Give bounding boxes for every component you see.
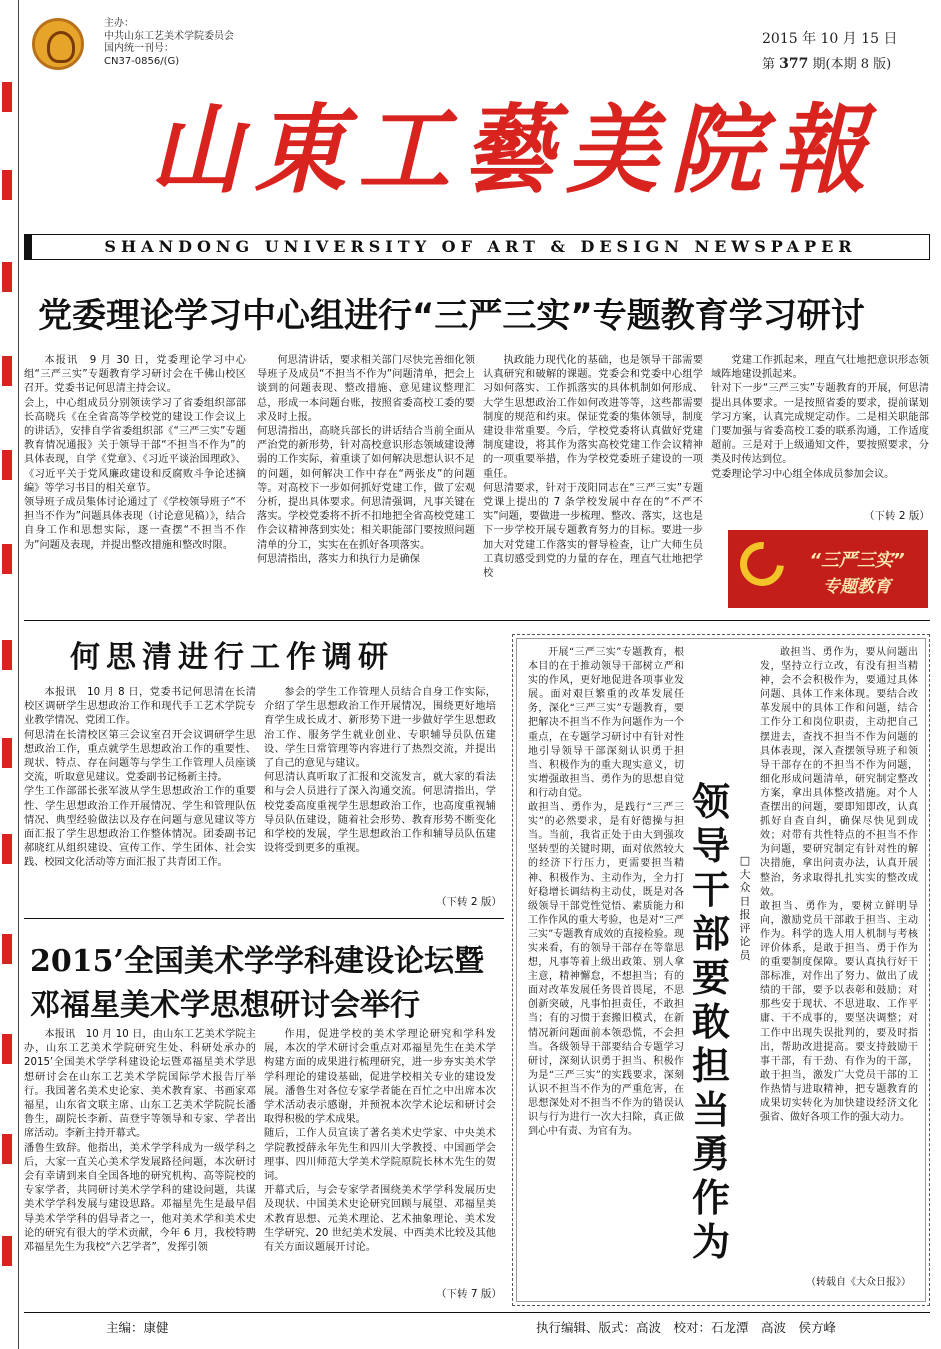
article1-col3-text: 执政能力现代化的基础，也是领导干部需要认真研究和破解的课题。党委会和党委中心组学习如何落实、工作抓落实的具体机制如何形成、大学生思想政治工作如何改进等等，这些都需要制度的规范和约束。保证党委的集体领导，制度建设非常重要。今后，学校党委将认真做好党建制度建设，将其作为落实高校党建工作会议精神的一项重要举措，作为学校党委班子建设的一项重任。 何思清要求，针对于茂阳同志在“三严三实”专题党课上提出的 7 条学校发展中存在的“不严不实”问题，要做进一步梳理、整改、落实，这也是下一步学校开展专题教育努力的目标。要进一步加大对党建工作落实的督导检查，让广大师生员工真切感受到党的力量的存在，理直气壮地把学校 — [483, 355, 703, 580]
commentary-byline: □大众日报评论员 — [739, 854, 751, 962]
badge-line2: 专题教育 — [823, 577, 891, 597]
article1-col2 — [257, 354, 475, 610]
article2-continued: （下转 2 版） — [436, 896, 502, 908]
article1-col1 — [24, 354, 246, 610]
article3-headline-line2: 邓福星美术学思想研讨会举行 — [30, 988, 420, 1023]
article3-col2 — [264, 1028, 496, 1284]
three-stricts-badge — [728, 530, 928, 608]
article2-col1 — [24, 686, 256, 908]
article2-col2-text: 参会的学生工作管理人员结合自身工作实际，介绍了学生思想政治工作开展情况，围绕更好地培育学生成长成才、新形势下进一步做好学生思想政治工作、服务学生就业创业、专职辅导员队伍建设、学生日常管理等内容进行了热烈交流，并提出了自己的意见与建议。 何思清认真听取了汇报和交流发言，就大家的看法和与会人员进行了深入沟通交流。何思清指出，学校党委高度重视学生思想政治工作，也高度重视辅导员队伍建设，随着社会形势、教育形势不断变化和学校的发展，学生思想政治工作和辅导员队伍建设将受到更多的重视。 — [264, 687, 496, 855]
english-title-banner: SHANDONG UNIVERSITY OF ART & DESIGN NEWSPAPER — [24, 234, 930, 260]
article2-col1-text: 本报讯 10 月 8 日，党委书记何思清在长清校区调研学生思想政治工作和现代手工艺术学院专业教学情况、党团工作。 何思清在长清校区第三会议室召开会议调研学生思想政治工作，重点就学生思想政治工作的重要性、现状、特点、存在问题等与学生工作管理人员座谈交流，听取意见建议。党委副书记杨新主持。 学生工作部部长张军波从学生思想政治工作的重要性、学生思想政治工作开展情况、学生和管理队伍情况、典型经验做法以及存在问题与意见建议等方面汇报了学生思想政治工作整体情况。团委副书记郝晓红从组织建设、宣传工作、学生团体、社会实践、校园文化活动等方面汇报了共青团工作。 — [24, 687, 256, 869]
publisher: 中共山东工艺美术学院委员会 — [104, 30, 234, 42]
article2-headline: 何思清进行工作调研 — [70, 640, 394, 675]
article3-headline — [30, 940, 484, 1028]
article1-continued: （下转 2 版） — [864, 510, 930, 522]
footer-production: 执行编辑、版式：高波 校对：石龙潭 高波 侯方峰 — [536, 1320, 837, 1335]
cn-label: 国内统一刊号： — [104, 43, 174, 54]
article1-col1-text: 本报讯 9 月 30 日，党委理论学习中心组“三严三实”专题教育学习研讨会在千佛山校区召开。党委书记何思清主持会议。 会上，中心组成员分别领读学习了省委组织部部长高晓兵《在全省高等学校党的建设工作会议上的讲话》，安排自学省委组织部《“三严三实”专题教育情况通报》关于领导干部“不担当不作为”的具体表现，自学《党章》、《习近平谈治国理政》、《习近平关于党风廉政建设和反腐败斗争论述摘编》等学习书目的相关章节。 领导班子成员集体讨论通过了《学校领导班子“不担当不作为”问题具体表现（讨论意见稿）》，结合自身工作和思想实际，逐一查摆“不担当不作为”问题及表现，并提出整改措施和整改时限。 — [24, 355, 246, 551]
masthead-title: 山東工藝美院報 — [150, 93, 879, 207]
cn-number: CN37-0856/(G) — [104, 55, 180, 67]
article1-col4-text: 党建工作抓起来，理直气壮地把意识形态领域阵地建设抓起来。 针对下一步“三严三实”专题教育的开展，何思清提出具体要求。一是按照省委的要求，提前谋划学习方案，认真完成规定动作。二是相关职能部门要加强与省委高校工委的联系沟通，工作适度超前。三是对于上级通知文件，要按照要求，分类及时传达到位。 党委理论学习中心组全体成员参加会议。 — [711, 355, 929, 480]
commentary-source: （转载自《大众日报》） — [806, 1277, 911, 1288]
commentary-title: 领导干部要敢担当勇作为 — [691, 779, 730, 1264]
article1-col4 — [711, 354, 929, 510]
commentary-col1 — [528, 646, 684, 1290]
hammer-sickle-icon — [731, 533, 793, 595]
article1-col3 — [483, 354, 703, 610]
article3-col1-text: 本报讯 10 月 10 日，由山东工艺美术学院主办，山东工艺美术学院研究生处、科研处承办的 2015’全国美术学学科建设论坛暨邓福星美术学思想研讨会在山东工艺美术学院国际学术报告厅举行。我国著名美术史论家、美术教育家、书画家邓福星，山东省文联主席、山东工艺美术学院院长潘鲁生，副院长李新、苗登宇等领导和专家、学者出席活动。李新主持开幕式。 潘鲁生致辞。他指出，美术学学科成为一级学科之后，大家一直关心美术学发展路径问题，本次研讨会有幸请到来自全国各地的研究机构、高等院校的专家学者，共同研讨美术学学科的建设问题，共谋美术学学科发展与建设思路。邓福星先生是最早倡导美术学学科的倡导者之一，他对美术学和美术史论的研究有很大的学术贡献，今年 6 月，我校特聘邓福星先生为我校“六艺学者”，发挥引领 — [24, 1029, 256, 1254]
issue-date: 2015 年 10 月 15 日 — [762, 31, 898, 47]
article1-col2-text: 何思清讲话，要求相关部门尽快完善细化领导班子及成员“不担当不作为”问题清单，把会上谈到的问题表现、整改措施、意见建议整理汇总，形成一本问题台账，按照省委高校工委的要求及时上报。 何思清指出，高晓兵部长的讲话结合当前全面从严治党的新形势，针对高校意识形态领域建设薄弱的工作实际，着重谈了如何解决思想认识不足的问题，如何解决工作中存在“两张皮”的问题等。对高校下一步如何抓好党建工作，做了宏观分析，提出具体要求。何思清强调，凡事关键在落实。学校党委将不折不扣地把全省高校党建工作会议精神落到实处；相关职能部门要按照问题清单的分工，实实在在抓好各项落实。 何思清指出，落实力和执行力是确保 — [257, 355, 475, 565]
article3-col2-text: 作用，促进学校的美术学理论研究和学科发展，本次的学术研讨会重点对邓福星先生在美术学构建方面的成果进行梳理研究，进一步夯实美术学学科理论的建设基础，促进学校相关专业的建设发展。潘鲁生对各位专家学者能在百忙之中出席本次学术活动表示感谢，并预祝本次学术论坛和研讨会取得积极的学术成果。 随后，工作人员宣读了著名美术史学家、中央美术学院教授薛永年先生和四川大学教授、中国画学会理事、四川师范大学美术学院原院长林木先生的贺词。 开幕式后，与会专家学者围绕美术学学科发展历史及现状、中国美术史论研究回顾与展望、邓福星美术教育思想、元美术理论、艺术抽象理论、美术发生学研究、20 世纪美术发展、中西美术比较及其他有关方面议题展开讨论。 — [264, 1029, 496, 1254]
page-edge-strip — [0, 0, 19, 1349]
footer-rule — [24, 1312, 930, 1313]
footer-editor: 主编：康健 — [106, 1320, 169, 1335]
commentary-col2 — [760, 646, 918, 1272]
commentary-col2-text: 敢担当、勇作为，要从问题出发，坚持立行立改，有没有担当精神，会不会积极作为，要通过具体问题、具体工作来体现。要结合改革发展中的具体工作和问题，结合工作分工和岗位职责，主动把自己摆进去，查找不担当不作为问题的具体表现，深入查摆领导班子和领导干部存在的不担当不作为问题，细化形成问题清单，研究制定整改方案，拿出具体整改措施。对个人查摆出的问题，要即知即改，认真抓好自查自纠，确保尽快见到成效；对带有共性特点的不担当不作为问题，要研究制定有针对性的解决措施，拿出问责办法，认真开展整治，务求取得扎扎实实的整改成效。 敢担当、勇作为，要树立鲜明导向，激励党员干部敢于担当、主动作为。科学的选人用人机制与考核评价体系，是敢于担当、勇于作为的重要制度保障。要认真执行好干部标准，对作出了努力、做出了成绩的干部，要予以表彰和鼓励；对那些安于现状、不思进取、工作平庸、干不成事的，要坚决调整；对工作中出现失误批判的，要及时指出，帮助改进提高。要支持鼓励干事干部，有干劲、有作为的干部，敢于担当，激发广大党员干部的工作热情与进取精神，把专题教育的成果切实转化为加快建设经济文化强省、做好各项工作的强大动力。 — [760, 647, 918, 1124]
section-divider-2 — [24, 918, 504, 919]
article3-col1 — [24, 1028, 256, 1300]
issue-suffix: 期(本期 8 版) — [812, 57, 892, 72]
article3-headline-line1: 2015’全国美术学学科建设论坛暨 — [30, 944, 484, 979]
university-seal-logo — [32, 18, 84, 70]
commentary-col1-text: 开展“三严三实”专题教育，根本目的在于推动领导干部树立严和实的作风，更好地促进各项事业发展。面对艰巨繁重的改革发展任务，深化“三严三实”专题教育，要把解决不担当不作为问题作为一个重点，在专题学习研讨中有针对性地引导领导干部深刻认识勇于担当、积极作为的重大现实意义，切实增强敢担当、勇作为的思想自觉和行动自觉。 敢担当、勇作为，是践行“三严三实”的必然要求，是有好德操与担当。当前，我省正处于由大到强攻坚转型的关键时期，面对依然较大的经济下行压力，更需要担当精神、积极作为、主动作为，全力打好稳增长调结构主动仗，既是对各级领导干部党性觉悟、素质能力和工作作风的重大考验，也是对“三严三实”专题教育成效的直接检验。现实来看，有的领导干部存在等靠思想，凡事等着上级出政策、别人拿主意，精神懈怠，不想担当；有的面对改革发展任务畏首畏尾，不思创新突破，凡事怕担责任，不敢担当；有的习惯于套搬旧模式，在新情况新问题面前本领恐慌，不会担当。各级领导干部要结合专题学习研讨，深刻认识勇于担当、积极作为是“三严三实”的实践要求，深刻认识不担当不作为的严重危害，在思想深处对不担当不作为的错误认识与行为进行一次大扫除，真正做到心中有责、为官有为。 — [528, 647, 684, 1138]
publisher-label: 主办： — [104, 18, 134, 29]
issue-prefix: 第 — [762, 57, 776, 72]
issue-number-value: 377 — [779, 56, 809, 72]
section-divider — [24, 620, 930, 621]
issue-number — [762, 53, 891, 72]
article3-continued: （下转 7 版） — [436, 1288, 502, 1300]
article2-col2 — [264, 686, 496, 892]
badge-line1: “三严三实” — [809, 550, 905, 571]
lead-headline: 党委理论学习中心组进行“三严三实”专题教育学习研讨 — [38, 296, 865, 336]
publisher-info — [104, 18, 234, 68]
